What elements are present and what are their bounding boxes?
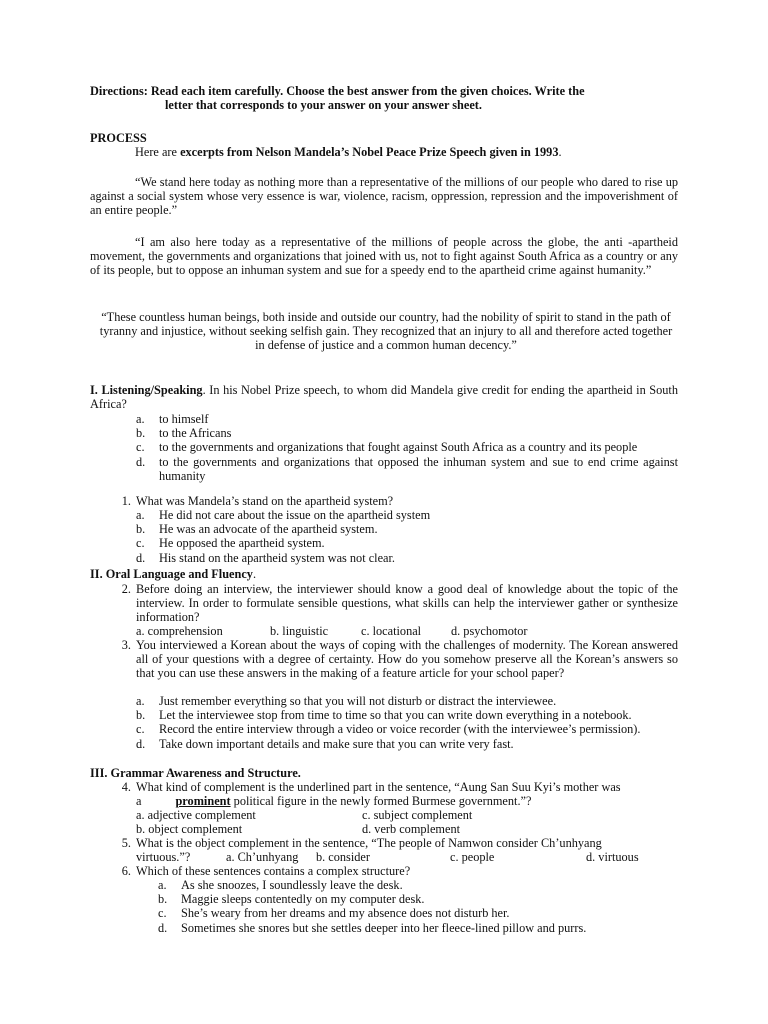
option-item: d. His stand on the apartheid system was not clear. (136, 550, 395, 565)
question-5 (110, 836, 678, 850)
question-number: 1. (121, 494, 131, 508)
section-1-question: I. Listening/Speaking. In his Nobel Prize speech, to whom did Mandela give credit for ending the apartheid in South Africa? (90, 383, 678, 412)
question-text: What is the object complement in the sentence, “The people of Namwon consider Ch’unhyang (136, 836, 602, 850)
option-item: b. He was an advocate of the apartheid system. (136, 522, 378, 537)
choice-item: c. subject complement (362, 808, 473, 822)
option-item: a. to himself (136, 412, 209, 426)
option-item: a. Just remember everything so that you will not disturb or distract the interviewee. (136, 694, 557, 708)
question-number: 4. (121, 780, 131, 794)
choice-item: b. consider (316, 850, 370, 864)
option-item: d. Take down important details and make sure that you can write very fast. (136, 736, 514, 751)
option-item: c. He opposed the apartheid system. (136, 536, 325, 551)
question-2-choices (136, 624, 678, 638)
quote-2: “I am also here today as a representative of the millions of people across the globe, the anti -apartheid movement, the governments and organizations that joined with us, not to fight against South Africa as a country or any of its people, but to oppose an inhuman system and sue for a speedy end to the apartheid crime against humanity.” (90, 235, 678, 278)
intro-prefix: Here are (135, 145, 181, 159)
choice-item: d. verb complement (362, 822, 461, 837)
question-5-line-2: virtuous.”? a. Ch’unhyang b. consider c. people d. virtuous (136, 850, 639, 864)
option-item: d. to the governments and organizations that opposed the inhuman system and sue to end crime against humanity (136, 454, 678, 483)
section-2-title: II. Oral Language and Fluency (90, 567, 253, 581)
question-3 (110, 638, 678, 681)
question-number: 2. (121, 582, 131, 596)
intro-line (90, 145, 678, 159)
directions (90, 84, 678, 112)
quote-3: “These countless human beings, both inside and outside our country, had the nobility of spirit to stand in the path of tyranny and injustice, without seeking selfish gain. They recognized that an injury to all and therefore acted together in defense of justice and a common human decency.” (99, 310, 673, 353)
section-1-options (136, 412, 678, 483)
option-item: a. As she snoozes, I soundlessly leave the desk. (158, 878, 403, 892)
option-item: c. She’s weary from her dreams and my absence does not disturb her. (158, 906, 510, 921)
choice-item: b. linguistic (270, 624, 329, 638)
question-6 (110, 864, 678, 878)
question-4-line-2: a prominent political figure in the newly formed Burmese government.”? (136, 794, 532, 808)
intro-bold: excerpts from Nelson Mandela’s Nobel Peace Prize Speech given in 1993 (180, 145, 559, 159)
directions-line-1: Directions: Read each item carefully. Choose the best answer from the given choices. Write the (90, 84, 585, 98)
quote-1: “We stand here today as nothing more than a representative of the millions of our people who dared to rise up against a social system whose very essence is war, violence, racism, oppression, repression and the impoverishment of an entire people.” (90, 175, 678, 218)
option-item: b. to the Africans (136, 426, 232, 441)
option-item: b. Maggie sleeps contentedly on my computer desk. (158, 892, 425, 907)
choice-item: a. adjective complement (136, 808, 256, 822)
intro-suffix: . (558, 145, 562, 159)
underlined-word: prominent (175, 794, 231, 808)
question-number: 3. (121, 638, 131, 652)
process-label: PROCESS (90, 131, 147, 145)
question-text: Which of these sentences contains a complex structure? (136, 864, 411, 878)
question-number: 6. (121, 864, 131, 878)
question-1 (110, 494, 678, 508)
question-4-choices (136, 808, 678, 836)
choice-item: b. object complement (136, 822, 243, 837)
choice-item: a. comprehension (136, 624, 223, 638)
question-text: What kind of complement is the underlined part in the sentence, “Aung San Suu Kyi’s mother was (136, 780, 621, 794)
question-2 (110, 582, 678, 625)
section-1-title: I. Listening/Speaking (90, 383, 203, 397)
section-1-question-text: In his Nobel Prize speech, to whom did Mandela give credit for ending the apartheid in South Africa? (90, 383, 678, 412)
section-3-title: III. Grammar Awareness and Structure. (90, 766, 301, 780)
section-2-heading: II. Oral Language and Fluency. (90, 567, 257, 581)
question-text: You interviewed a Korean about the ways of coping with the challenges of modernity. The Korean answered all of your questions with a degree of certainty. How do you somehow preserve all the Korean’s answers so that you can use these answers in the making of a feature article for your school paper? (136, 638, 678, 681)
question-text: What was Mandela’s stand on the apartheid system? (136, 494, 394, 508)
question-number: 5. (121, 836, 131, 850)
choice-item: d. psychomotor (451, 624, 528, 638)
question-6-options (158, 878, 678, 935)
choice-item: a. Ch’unhyang (226, 850, 299, 864)
choice-item: c. locational (361, 624, 422, 638)
choice-item: c. people (450, 850, 495, 864)
option-item: c. to the governments and organizations that fought against South Africa as a country and its people (136, 440, 638, 455)
question-3-options (136, 694, 678, 751)
option-item: a. He did not care about the issue on the apartheid system (136, 508, 431, 522)
question-1-options (136, 508, 678, 565)
option-item: b. Let the interviewee stop from time to time so that you can write down everything in a notebook. (136, 708, 632, 723)
option-item: c. Record the entire interview through a video or voice recorder (with the interviewee’s permission). (136, 722, 641, 737)
choice-item: d. virtuous (586, 850, 639, 864)
directions-line-2: letter that corresponds to your answer on your answer sheet. (165, 98, 482, 113)
question-text: Before doing an interview, the interviewer should know a good deal of knowledge about the topic of the interview. In order to formulate sensible questions, what skills can help the interviewer gather or synthesize information? (136, 582, 678, 625)
question-4 (110, 780, 678, 794)
option-item: d. Sometimes she snores but she settles deeper into her fleece-lined pillow and purrs. (158, 920, 587, 935)
